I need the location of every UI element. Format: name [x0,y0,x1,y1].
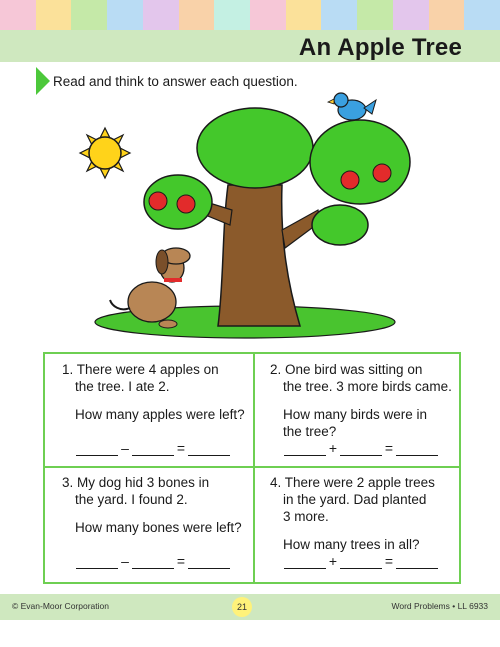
header-stripe [321,0,357,30]
grid-divider-vertical [253,354,255,582]
header-stripe [357,0,393,30]
illustration [0,90,500,340]
equation-1: – = [76,440,230,456]
answer-blank[interactable] [76,554,118,569]
bird-icon [328,93,376,120]
problem-3: 3. My dog hid 3 bones in the yard. I found 2. How many bones were left? [62,475,242,535]
problem-4: 4. There were 2 apple trees in the yard. Dad planted 3 more. How many trees in all? [270,475,435,552]
footer-series: Word Problems • LL 6933 [391,601,488,611]
page-number: 21 [232,597,252,617]
header-stripe [214,0,250,30]
grid-divider-horizontal [45,466,459,468]
answer-blank[interactable] [188,554,230,569]
footer-copyright: © Evan-Moor Corporation [12,601,109,611]
answer-blank[interactable] [284,441,326,456]
answer-blank[interactable] [132,554,174,569]
answer-blank[interactable] [396,554,438,569]
equation-4: + = [284,553,438,569]
header-stripe [429,0,465,30]
header-stripe [393,0,429,30]
answer-blank[interactable] [284,554,326,569]
header-stripe [71,0,107,30]
header-stripes [0,0,500,30]
problem-2: 2. One bird was sitting on the tree. 3 more birds came. How many birds were in the tree? [270,362,452,439]
answer-blank[interactable] [188,441,230,456]
equation-3: – = [76,553,230,569]
header-stripe [36,0,72,30]
sun-icon [80,128,130,178]
problem-1: 1. There were 4 apples on the tree. I ate 2. How many apples were left? [62,362,245,422]
header-stripe [179,0,215,30]
header-stripe [286,0,322,30]
page-title: An Apple Tree [298,34,462,61]
instruction-text: Read and think to answer each question. [53,74,298,89]
answer-blank[interactable] [340,554,382,569]
apple-tree-icon [144,108,410,326]
header-stripe [143,0,179,30]
answer-blank[interactable] [132,441,174,456]
answer-blank[interactable] [76,441,118,456]
header-stripe [107,0,143,30]
header-stripe [0,0,36,30]
equation-2: + = [284,440,438,456]
answer-blank[interactable] [396,441,438,456]
header-stripe [464,0,500,30]
header-stripe [250,0,286,30]
answer-blank[interactable] [340,441,382,456]
